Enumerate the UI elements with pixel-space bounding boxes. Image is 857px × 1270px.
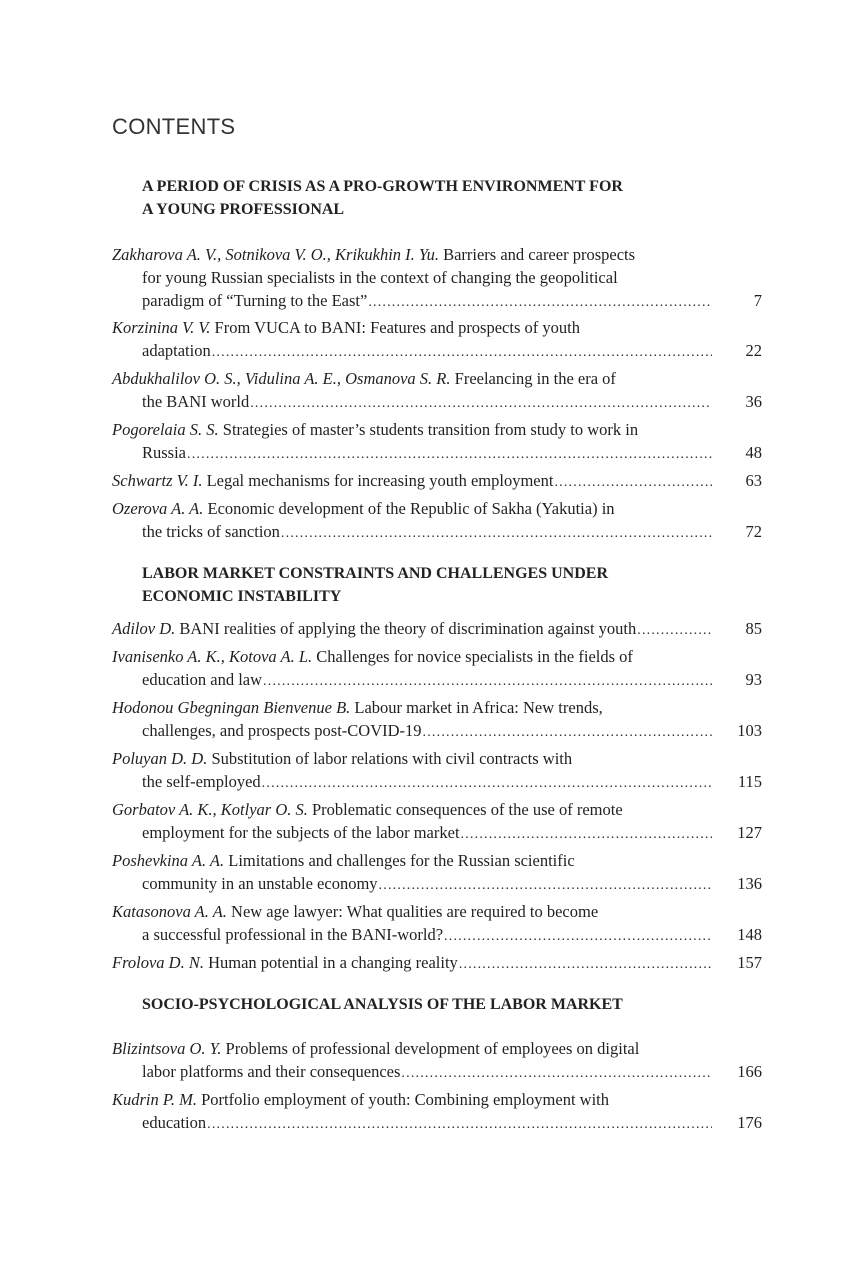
entry-title: Portfolio employment of youth: Combining employment with: [201, 1090, 609, 1109]
page-number: 166: [737, 1061, 762, 1081]
dot-leader: [206, 1114, 712, 1137]
page-number: 36: [745, 391, 762, 411]
entry-title: the BANI world: [142, 391, 250, 411]
section-heading-line: A YOUNG PROFESSIONAL: [142, 201, 345, 218]
section-heading-line: LABOR MARKET CONSTRAINTS AND CHALLENGES UNDER: [142, 565, 609, 582]
toc-entry[interactable]: [112, 618, 762, 643]
entry-title: Limitations and challenges for the Russian scientific: [228, 851, 575, 870]
page-number: 176: [737, 1112, 762, 1132]
entry-title: Labour market in Africa: New trends,: [354, 698, 603, 717]
entry-authors: Abdukhalilov O. S., Vidulina A. E., Osmanova S. R.: [112, 369, 451, 388]
toc-entry[interactable]: [112, 646, 762, 694]
page-number: 72: [745, 521, 762, 541]
entry-title: New age lawyer: What qualities are required to become: [231, 902, 599, 921]
entry-title: Problems of professional development of employees on digital: [225, 1039, 640, 1058]
toc-entry[interactable]: [112, 799, 762, 847]
toc-entry[interactable]: [112, 244, 762, 314]
entry-title: labor platforms and their consequences: [142, 1061, 401, 1081]
entry-authors: Adilov D.: [112, 619, 176, 638]
page-number: 22: [745, 340, 762, 360]
entry-title: Barriers and career prospects: [443, 245, 636, 264]
entry-title: challenges, and prospects post-COVID-19: [142, 720, 422, 740]
page-number: 103: [737, 720, 762, 740]
dot-leader: [249, 393, 712, 416]
entry-authors: Poluyan D. D.: [112, 749, 208, 768]
dot-leader: [636, 620, 712, 643]
entry-title: the tricks of sanction: [142, 521, 280, 541]
dot-leader: [211, 342, 712, 365]
dot-leader: [400, 1063, 712, 1086]
toc-entry[interactable]: [112, 470, 762, 495]
dot-leader: [378, 875, 712, 898]
section-heading-line: SOCIO-PSYCHOLOGICAL ANALYSIS OF THE LABOR MARKET: [142, 996, 623, 1013]
page-number: 48: [745, 442, 762, 462]
section-heading-line: A PERIOD OF CRISIS AS A PRO-GROWTH ENVIRONMENT FOR: [142, 178, 623, 195]
toc-entry[interactable]: [112, 1038, 762, 1086]
entry-authors: Pogorelaia S. S.: [112, 420, 219, 439]
dot-leader: [262, 671, 712, 694]
page-number: 148: [737, 924, 762, 944]
page-number: 63: [745, 471, 762, 490]
entry-title: Human potential in a changing reality: [208, 953, 458, 972]
entry-title: Freelancing in the era of: [454, 369, 616, 388]
dot-leader: [280, 523, 712, 546]
section-heading: [142, 993, 742, 1016]
entry-title: BANI realities of applying the theory of discrimination against youth: [179, 619, 637, 638]
page-number: 136: [737, 873, 762, 893]
toc-entry[interactable]: [112, 419, 762, 467]
entry-authors: Frolova D. N.: [112, 953, 204, 972]
entry-title: a successful professional in the BANI-world?: [142, 924, 444, 944]
entry-title: for young Russian specialists in the context of changing the geopolitical: [142, 267, 618, 287]
toc-entry[interactable]: [112, 498, 762, 546]
entry-title: paradigm of “Turning to the East”: [142, 290, 368, 310]
toc-entry[interactable]: [112, 748, 762, 796]
toc-entry[interactable]: [112, 697, 762, 745]
entry-title: From VUCA to BANI: Features and prospects of youth: [214, 318, 580, 337]
page-number: 115: [737, 771, 762, 791]
entry-authors: Poshevkina A. A.: [112, 851, 225, 870]
dot-leader: [458, 954, 712, 977]
entry-title: Russia: [142, 442, 187, 462]
entry-title: Economic development of the Republic of Sakha (Yakutia) in: [207, 499, 615, 518]
entry-authors: Ozerova A. A.: [112, 499, 204, 518]
entry-title: Challenges for novice specialists in the fields of: [316, 647, 633, 666]
dot-leader: [460, 824, 712, 847]
toc-entry[interactable]: [112, 1089, 762, 1137]
entry-authors: Hodonou Gbegningan Bienvenue B.: [112, 698, 351, 717]
page-number: 7: [753, 290, 762, 310]
page-number: 93: [745, 669, 762, 689]
toc-entry[interactable]: [112, 901, 762, 949]
entry-title: education and law: [142, 669, 263, 689]
dot-leader: [186, 444, 712, 467]
entry-authors: Zakharova A. V., Sotnikova V. O., Krikukhin I. Yu.: [112, 245, 439, 264]
page-title: CONTENTS: [112, 114, 236, 139]
page-number: 127: [737, 822, 762, 842]
entry-title: employment for the subjects of the labor market: [142, 822, 460, 842]
entry-title: community in an unstable economy: [142, 873, 378, 893]
entry-authors: Ivanisenko A. K., Kotova A. L.: [112, 647, 313, 666]
dot-leader: [367, 292, 712, 315]
entry-authors: Schwartz V. I.: [112, 471, 203, 490]
entry-authors: Kudrin P. M.: [112, 1090, 197, 1109]
entry-authors: Blizintsova O. Y.: [112, 1039, 222, 1058]
toc-entry[interactable]: [112, 368, 762, 416]
dot-leader: [443, 926, 712, 949]
toc-entry[interactable]: [112, 317, 762, 365]
entry-title: the self-employed: [142, 771, 261, 791]
section-heading-line: ECONOMIC INSTABILITY: [142, 588, 342, 605]
dot-leader: [553, 472, 712, 495]
entry-authors: Korzinina V. V.: [112, 318, 211, 337]
entry-title: Strategies of master’s students transition from study to work in: [222, 420, 639, 439]
section-heading: [142, 175, 742, 221]
toc-entry[interactable]: [112, 850, 762, 898]
entry-title: Legal mechanisms for increasing youth employment: [206, 471, 554, 490]
dot-leader: [261, 773, 712, 796]
toc-entry[interactable]: [112, 952, 762, 977]
entry-title: Substitution of labor relations with civil contracts with: [211, 749, 573, 768]
section-heading: [142, 562, 742, 608]
page-number: 85: [745, 619, 762, 638]
entry-title: adaptation: [142, 340, 211, 360]
entry-title: education: [142, 1112, 207, 1132]
entry-authors: Katasonova A. A.: [112, 902, 227, 921]
entry-title: Problematic consequences of the use of remote: [312, 800, 623, 819]
dot-leader: [422, 722, 712, 745]
entry-authors: Gorbatov A. K., Kotlyar O. S.: [112, 800, 308, 819]
page-number: 157: [737, 953, 762, 972]
